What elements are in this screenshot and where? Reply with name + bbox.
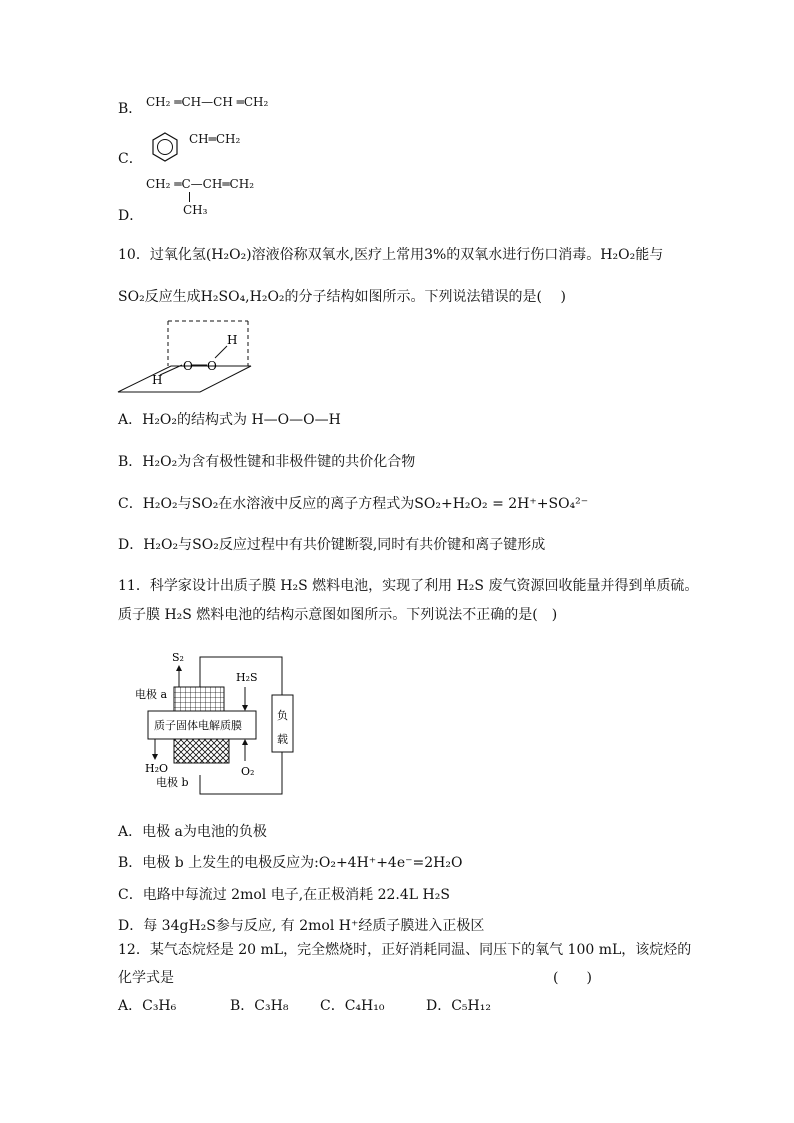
s2-label: S₂ xyxy=(172,651,184,664)
q10-stem-line2: SO₂反应生成H₂SO₄,H₂O₂的分子结构如图所示。下列说法错误的是( ) xyxy=(118,289,566,305)
q12-answer-bracket: ( ) xyxy=(553,970,592,986)
q9-option-d-branch: CH₃ xyxy=(183,203,208,217)
q11-option-c: C．电路中每流过 2mol 电子,在正极消耗 22.4L H₂S xyxy=(118,887,450,903)
electrode-a-label: 电极 a xyxy=(135,688,168,701)
q9-option-b-formula: CH₂ ═CH—CH ═CH₂ xyxy=(146,95,269,109)
h2o-label: H₂O xyxy=(145,762,169,775)
load-label-2: 载 xyxy=(277,733,288,746)
q9-option-d-formula: CH₂ ═C—CH═CH₂ xyxy=(146,177,255,191)
q10-option-d: D．H₂O₂与SO₂反应过程中有共价键断裂,同时有共价键和离子键形成 xyxy=(118,537,546,553)
h2s-label: H₂S xyxy=(236,671,258,684)
q9-option-c-label: C． xyxy=(118,151,143,167)
q11-option-d: D．每 34gH₂S参与反应, 有 2mol H⁺经质子膜进入正极区 xyxy=(118,918,485,934)
q11-stem-line1: 11．科学家设计出质子膜 H₂S 燃料电池，实现了利用 H₂S 废气资源回收能量并得到单质硫。 xyxy=(118,578,699,594)
q12-stem-line1: 12．某气态烷烃是 20 mL，完全燃烧时，正好消耗同温、同压下的氧气 100 mL，该烷烃的 xyxy=(118,942,692,958)
q11-option-a: A．电极 a为电池的负极 xyxy=(118,824,267,840)
q10-option-b: B．H₂O₂为含有极性键和非极件键的共价化合物 xyxy=(118,454,416,470)
q12-option-c: C．C₄H₁₀ xyxy=(320,998,385,1014)
q11-stem-line2: 质子膜 H₂S 燃料电池的结构示意图如图所示。下列说法不正确的是( ) xyxy=(118,607,558,623)
q10-option-a: A．H₂O₂的结构式为 H—O—O—H xyxy=(118,412,341,428)
q11-option-b: B．电极 b 上发生的电极反应为:O₂+4H⁺+4e⁻=2H₂O xyxy=(118,855,463,871)
o-atom-2: O xyxy=(207,359,217,373)
h-atom-1: H xyxy=(152,373,163,387)
q12-option-d: D．C₅H₁₂ xyxy=(426,998,491,1014)
q9-option-b-label: B． xyxy=(118,101,143,117)
q10-option-c: C．H₂O₂与SO₂在水溶液中反应的离子方程式为SO₂+H₂O₂ = 2H⁺+SO₄²⁻ xyxy=(118,496,589,512)
q12-stem-line2: 化学式是 xyxy=(118,970,174,986)
electrode-b-label: 电极 b xyxy=(156,776,189,789)
q9-d-branch-bond xyxy=(189,192,190,202)
load-label-1: 负 xyxy=(277,709,288,722)
q9-option-d-label: D． xyxy=(118,208,144,224)
membrane-label: 质子固体电解质膜 xyxy=(154,719,242,732)
q10-stem-line1: 10．过氧化氢(H₂O₂)溶液俗称双氧水,医疗上常用3%的双氧水进行伤口消毒。H₂O₂能与 xyxy=(118,247,664,263)
q9-option-c-formula: CH═CH₂ xyxy=(189,132,241,146)
benzene-ring-icon xyxy=(148,130,182,162)
o2-label: O₂ xyxy=(241,765,255,778)
h2o2-structure-figure xyxy=(116,318,256,396)
h-atom-2: H xyxy=(227,333,238,347)
q12-option-b: B．C₃H₈ xyxy=(230,998,289,1014)
o-atom-1: O xyxy=(183,359,193,373)
fuel-cell-diagram xyxy=(130,647,300,799)
q12-option-a: A．C₃H₆ xyxy=(118,998,177,1014)
